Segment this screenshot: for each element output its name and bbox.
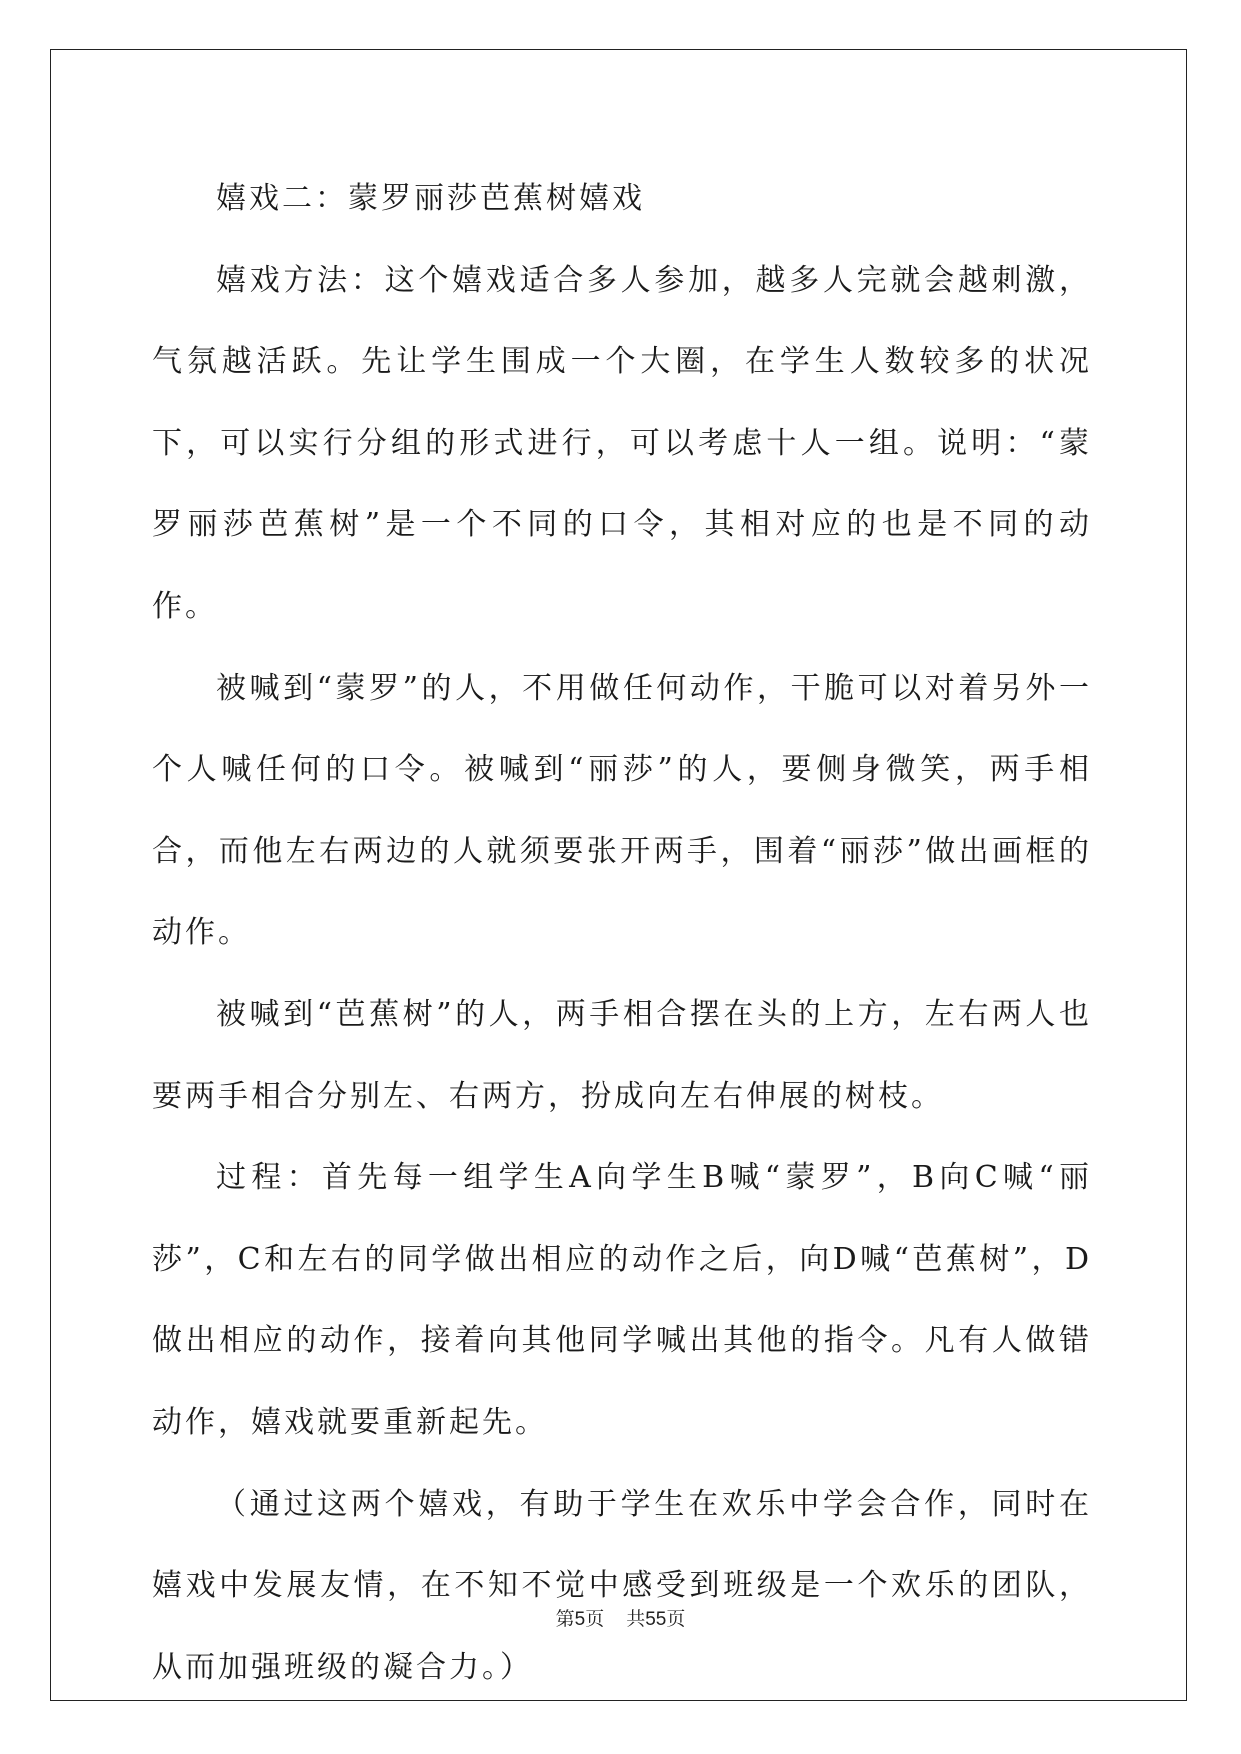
total-prefix: 共	[626, 1609, 646, 1630]
page-prefix: 第	[555, 1609, 575, 1630]
paragraph-summary: （通过这两个嬉戏，有助于学生在欢乐中学会合作，同时在嬉戏中发展友情，在不知不觉中感受到班级是一个欢乐的团队，从而加强班级的凝合力。）	[152, 1486, 1092, 1685]
page-suffix: 页	[585, 1609, 605, 1630]
total-suffix: 页	[666, 1609, 686, 1630]
page-number: 5	[574, 1609, 586, 1630]
total-pages: 55	[645, 1609, 667, 1630]
paragraph-bajiaoshu: 被喊到“芭蕉树”的人，两手相合摆在头的上方，左右两人也要两手相合分别左、右两方，扮成向左右伸展的树枝。	[152, 996, 1092, 1114]
paragraph-mengluo-lisha: 被喊到“蒙罗”的人，不用做任何动作，干脆可以对着另外一个人喊任何的口令。被喊到“丽莎”的人，要侧身微笑，两手相合，而他左右两边的人就须要张开两手，围着“丽莎”做出画框的动作。	[152, 670, 1092, 951]
paragraph-process: 过程：首先每一组学生A向学生B喊“蒙罗”，B向C喊“丽莎”，C和左右的同学做出相应的动作之后，向D喊“芭蕉树”，D做出相应的动作，接着向其他同学喊出其他的指令。凡有人做错动作，嬉戏就要重新起先。	[152, 1160, 1092, 1440]
paragraph-game-method: 嬉戏方法：这个嬉戏适合多人参加，越多人完就会越刺激，气氛越活跃。先让学生围成一个大圈，在学生人数较多的状况下，可以实行分组的形式进行，可以考虑十人一组。说明：“蒙罗丽莎芭蕉树”是一个不同的口令，其相对应的也是不同的动作。	[152, 262, 1092, 624]
document-body	[152, 158, 1092, 1708]
section-heading: 嬉戏二：蒙罗丽莎芭蕉树嬉戏	[216, 181, 645, 216]
page-footer	[0, 1604, 1241, 1631]
